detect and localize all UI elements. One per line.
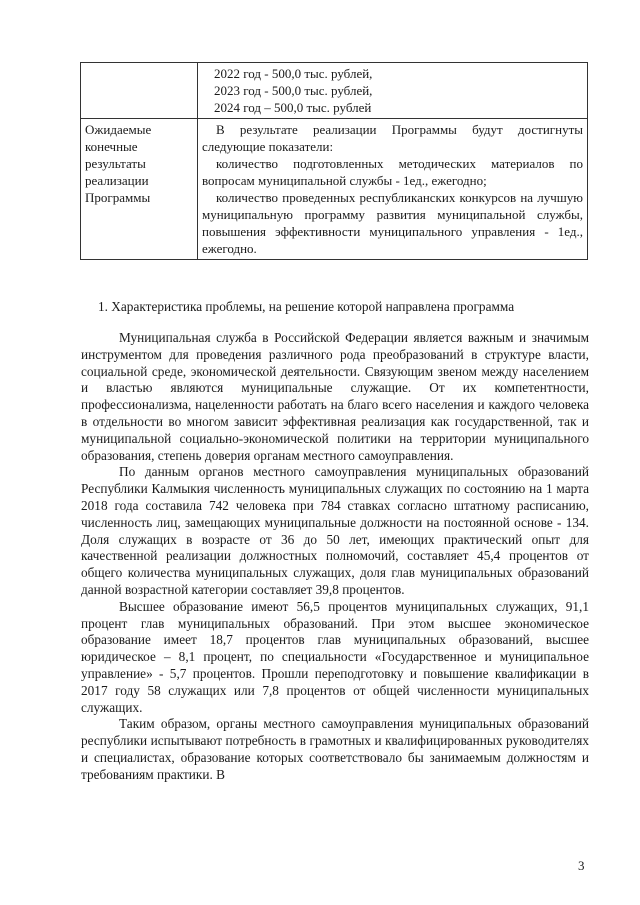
body-text: [81, 330, 589, 784]
row-label: Ожидаемые конечные результаты реализации Программы: [81, 119, 198, 260]
results-intro: В результате реализации Программы будут достигнуты следующие показатели:: [202, 122, 583, 154]
table-row: [81, 63, 588, 119]
program-passport-table: [80, 62, 588, 260]
funding-line-2022: 2022 год - 500,0 тыс. рублей,: [214, 66, 373, 81]
paragraph: По данным органов местного самоуправления муниципальных образований Республики Калмыкия численность муниципальных служащих по состоянию на 1 марта 2018 года составила 742 человека при 784 ставках согласно штатному расписанию, численность лиц, замещающих муниципальные должности на постоянной основе - 134. Доля служащих в возрасте от 36 до 50 лет, имеющих практический опыт для качественной реализации должностных полномочий, составляет 45,4 процентов от общего количества муниципальных служащих, доля глав муниципальных образований данной возрастной категории составляет 39,8 процентов.: [81, 464, 589, 597]
expected-results-cell: [198, 119, 588, 260]
paragraph: Муниципальная служба в Российской Федерации является важным и значимым инструментом для проведения различного рода преобразований в структуре власти, социальной среде, экономической деятельности. Связующим звеном между населением и властью являются муниципальные служащие. От их компетентности, профессионализма, нацеленности работать на благо всего населения и каждого человека в отдельности во многом зависит эффективная реализация как государственной, так и муниципальной социально-экономической политики на территории муниципального образования, степень доверия органам местного самоуправления.: [81, 330, 589, 463]
paragraph: Таким образом, органы местного самоуправления муниципальных образований республики испытывают потребность в грамотных и квалифицированных руководителях и специалистах, образование которых соответствовало бы занимаемым должностям и требованиям практики. В: [81, 716, 589, 782]
page-number: 3: [578, 858, 585, 873]
paragraph: Высшее образование имеют 56,5 процентов муниципальных служащих, 91,1 процент глав муниципальных образований. При этом высшее экономическое образование имеет 18,7 процентов глав муниципальных образований, высшее юридическое – 8,1 процент, по специальности «Государственное и муниципальное управление» - 5,7 процентов. Прошли переподготовку и повышение квалификации в 2017 году 58 служащих или 7,8 процентов от общей численности муниципальных служащих.: [81, 598, 589, 715]
results-indicator-1: количество подготовленных методических материалов по вопросам муниципальной службы - 1ед., ежегодно;: [202, 156, 583, 188]
row-label: [81, 63, 198, 119]
table-row: [81, 119, 588, 260]
funding-line-2023: 2023 год - 500,0 тыс. рублей,: [214, 83, 373, 98]
results-indicator-2: количество проведенных республиканских конкурсов на лучшую муниципальную программу развития муниципальной службы, повышения эффективности муниципального управления - 1ед., ежегодно.: [202, 190, 583, 256]
funding-cell: [198, 63, 588, 119]
section-heading: 1. Характеристика проблемы, на решение которой направлена программа: [98, 299, 515, 314]
funding-line-2024: 2024 год – 500,0 тыс. рублей: [214, 100, 372, 115]
